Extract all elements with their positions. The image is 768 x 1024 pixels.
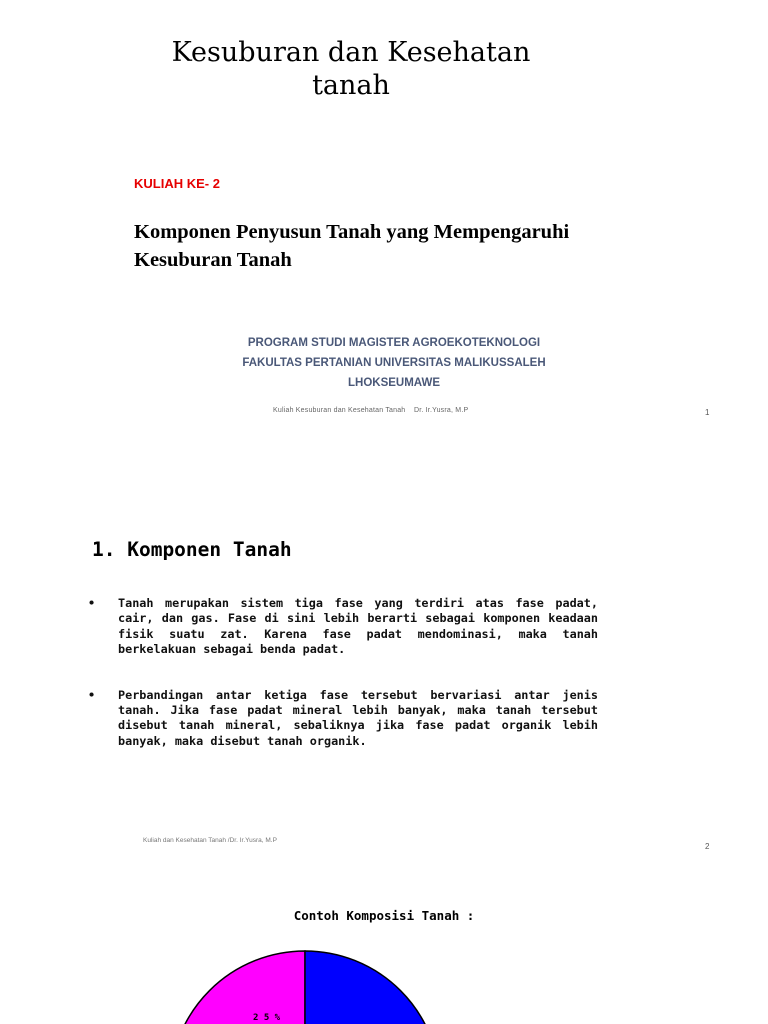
slide-1 xyxy=(0,0,768,430)
slide-3 xyxy=(0,860,768,1024)
slide-title-line-2: tanah xyxy=(312,70,390,101)
bullet-item xyxy=(88,688,598,750)
slide-footer: Kuliah Kesuburan dan Kesehatan Tanah Dr. Ir.Yusra, M.P xyxy=(273,407,469,414)
program-line-3: LHOKSEUMAWE xyxy=(348,377,440,389)
page-number: 1 xyxy=(705,408,710,417)
subtitle-line-1: Komponen Penyusun Tanah yang Mempengaruhi xyxy=(134,221,570,243)
program-line-2: FAKULTAS PERTANIAN UNIVERSITAS MALIKUSSALEH xyxy=(242,357,546,369)
pie-slice xyxy=(170,951,305,1024)
slide-footer: Kuliah dan Kesehatan Tanah /Dr. Ir.Yusra, M.P xyxy=(143,837,277,844)
pie-slice xyxy=(305,951,440,1024)
pie-chart xyxy=(0,860,768,1024)
subtitle-line-2: Kesuburan Tanah xyxy=(134,249,292,271)
bullet-item xyxy=(88,596,598,658)
slide-2 xyxy=(0,430,768,860)
slide-subtitle xyxy=(134,218,654,274)
pie-slice-label: 2 5 % xyxy=(253,1013,281,1023)
page-number: 2 xyxy=(705,842,710,851)
program-info xyxy=(0,333,768,393)
bullet-text: Tanah merupakan sistem tiga fase yang terdiri atas fase padat, cair, dan gas. Fase di sini lebih berarti sebagai komponen keadaan fisik suatu zat. Karena fase padat mendominasi, maka tanah berkelakuan sebagai benda padat. xyxy=(118,596,598,657)
bullet-marker: • xyxy=(88,687,96,702)
bullet-list xyxy=(88,596,598,779)
slide-title-line-1: Kesuburan dan Kesehatan xyxy=(171,37,531,68)
program-line-1: PROGRAM STUDI MAGISTER AGROEKOTEKNOLOGI xyxy=(247,337,541,349)
section-heading: 1. Komponen Tanah xyxy=(92,538,292,561)
lecture-number: KULIAH KE- 2 xyxy=(134,176,220,191)
chart-title: Contoh Komposisi Tanah : xyxy=(293,908,475,923)
slide-title xyxy=(0,36,702,102)
bullet-marker: • xyxy=(88,596,96,610)
bullet-text: Perbandingan antar ketiga fase tersebut bervariasi antar jenis tanah. Jika fase padat mineral lebih banyak, maka tanah tersebut disebut tanah mineral, sebaliknya jika fase padat organik lebih banyak, maka disebut tanah organik. xyxy=(118,687,598,748)
